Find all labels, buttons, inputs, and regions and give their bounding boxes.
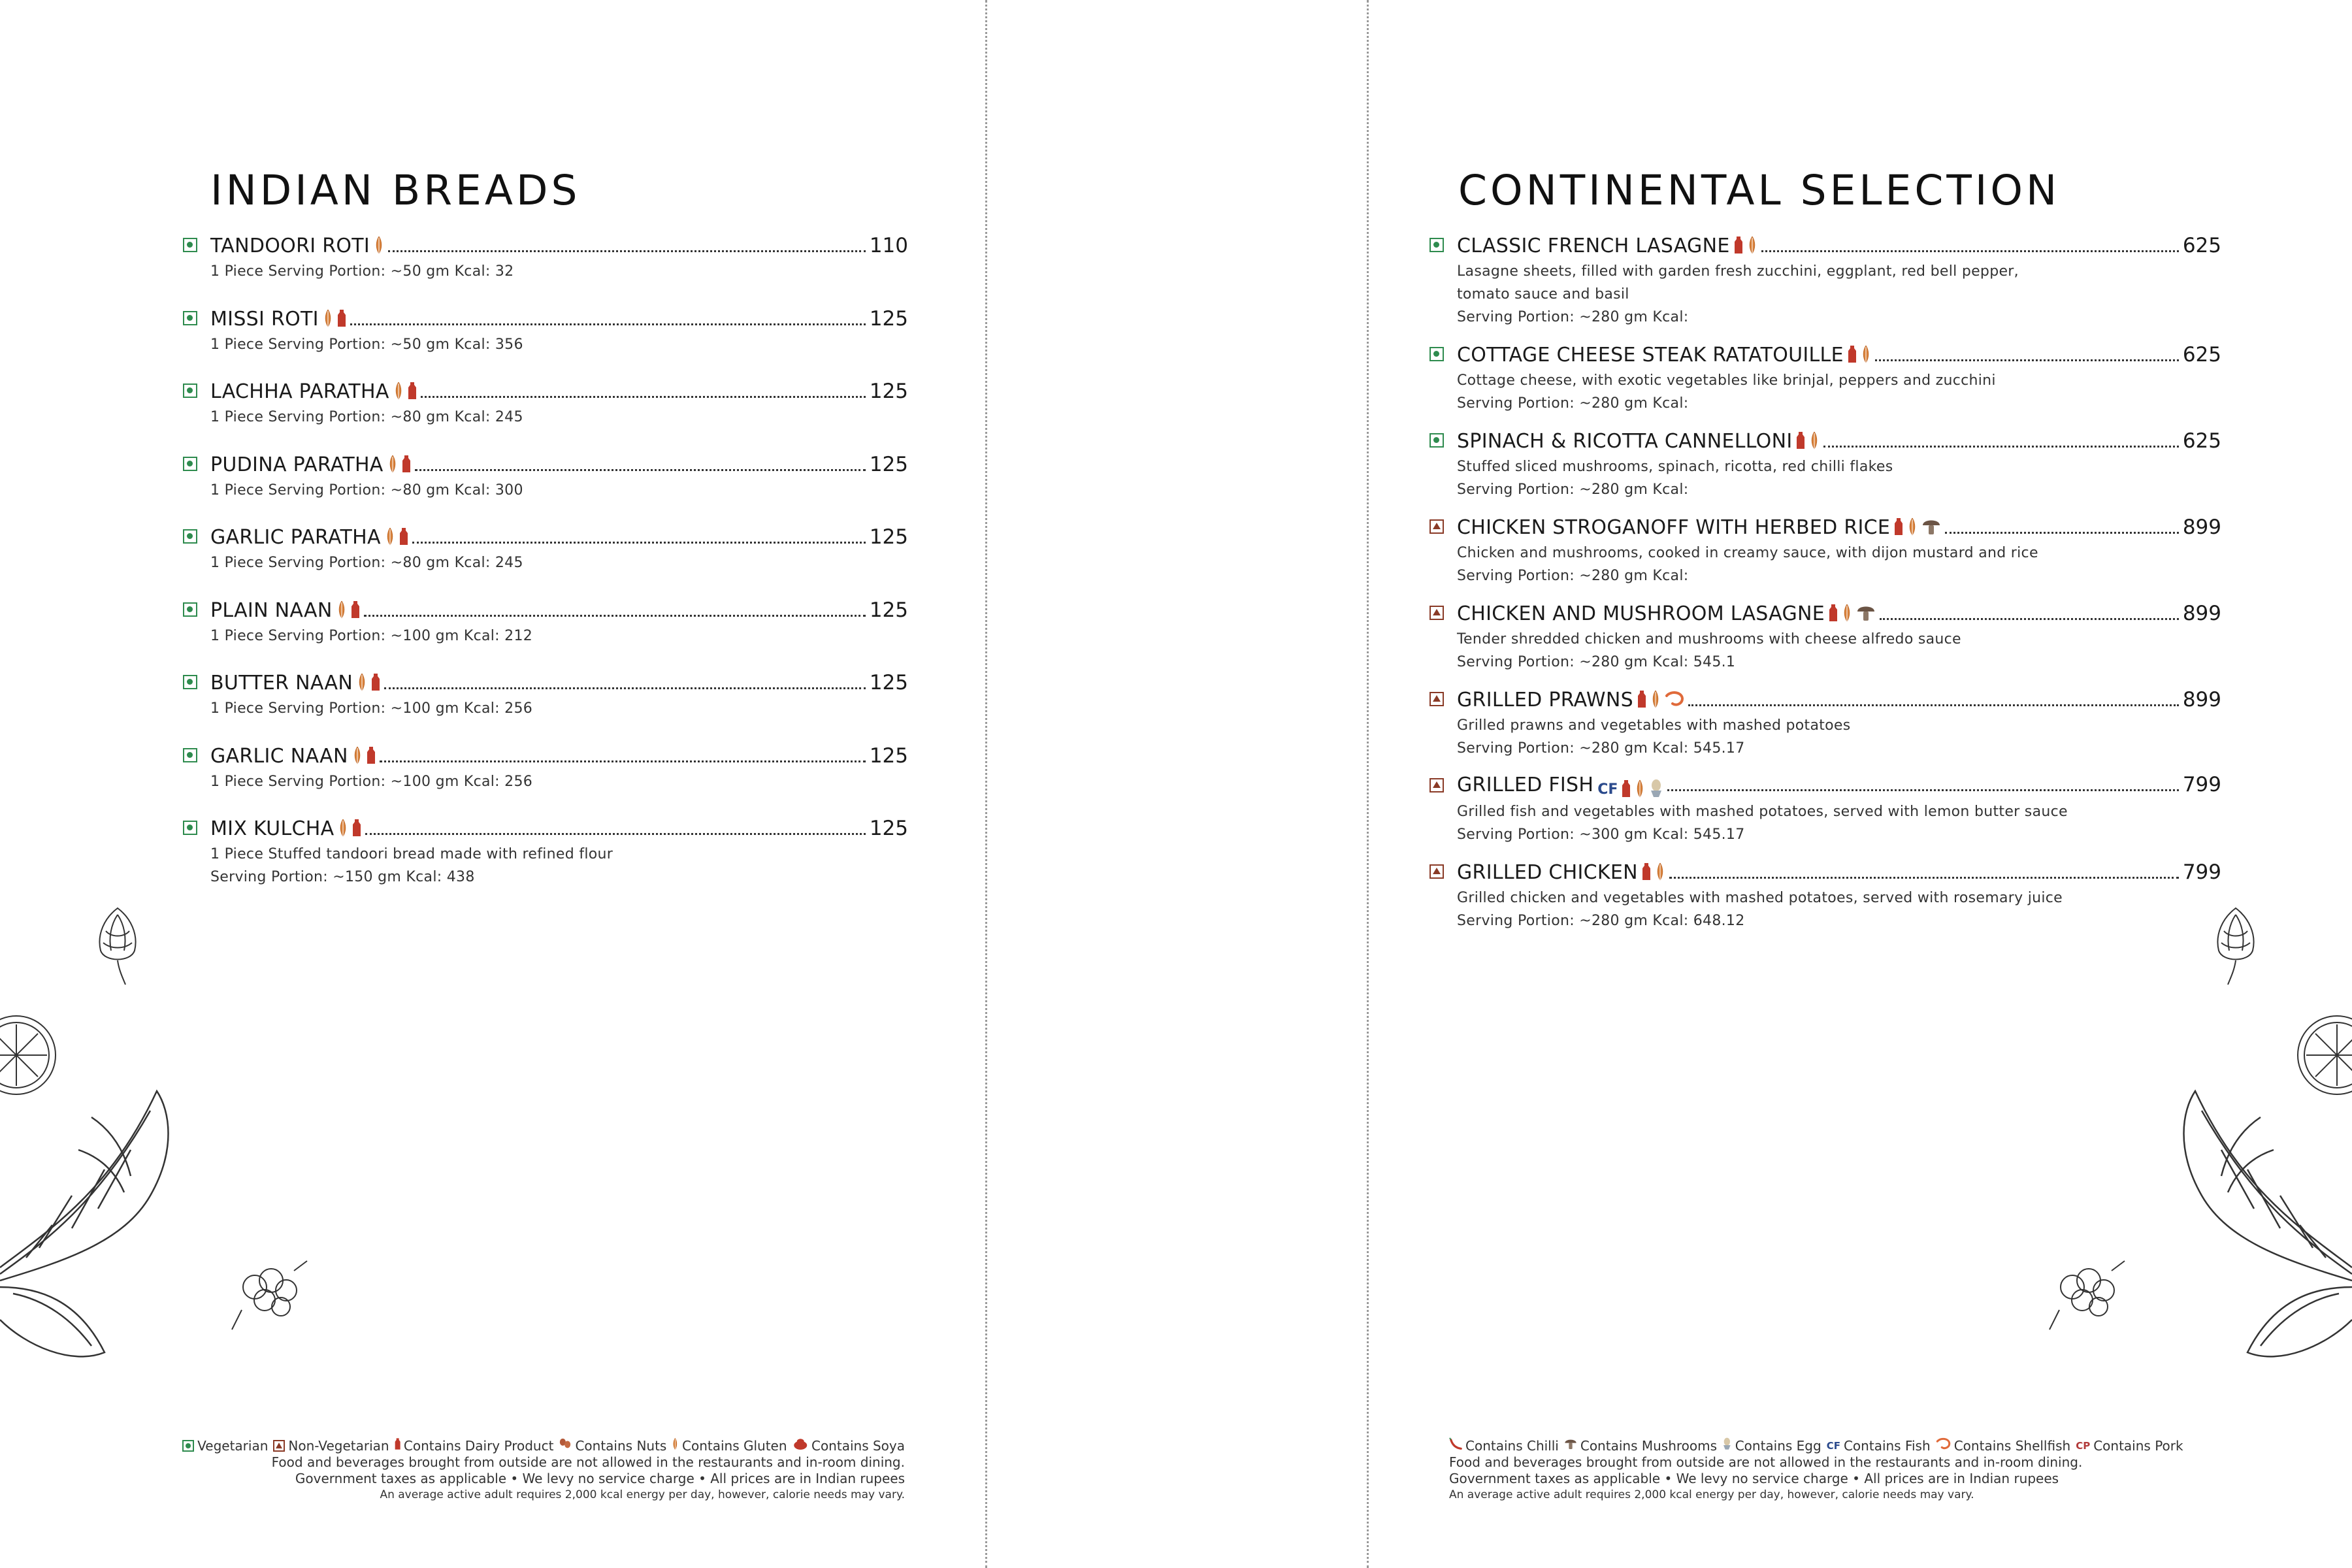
menu-item-price: 625 (2182, 343, 2221, 367)
legend-label: Contains Nuts (575, 1437, 667, 1454)
menu-item-description: Serving Portion: ~150 gm Kcal: 438 (210, 869, 475, 885)
menu-item-price: 899 (2182, 515, 2221, 539)
non-vegetarian-icon (1429, 606, 1444, 620)
dotted-leader (412, 542, 866, 544)
dairy-milk-icon (395, 1437, 400, 1454)
allergen-icons (393, 381, 417, 403)
vegetarian-icon (183, 238, 197, 252)
shellfish-prawn-icon (1665, 691, 1684, 710)
gluten-wheat-icon (352, 745, 363, 768)
dotted-leader (364, 615, 866, 617)
dairy-milk-icon (1622, 779, 1631, 801)
dairy-milk-icon (1894, 517, 1903, 539)
left-menu-page (0, 0, 985, 1568)
vegetarian-icon (183, 529, 197, 544)
menu-item-description: 1 Piece Serving Portion: ~100 gm Kcal: 256 (210, 700, 533, 717)
menu-item-description: 1 Piece Serving Portion: ~100 gm Kcal: 212 (210, 627, 533, 644)
dairy-milk-icon (408, 381, 417, 403)
legend-item (1827, 1438, 1931, 1454)
dotted-leader (1667, 789, 2178, 791)
legend-label: Contains Pork (2093, 1437, 2183, 1454)
allergen-legend (1449, 1437, 2298, 1454)
gluten-wheat-icon (1635, 779, 1645, 801)
legend-item (182, 1438, 268, 1454)
menu-item-header (1457, 342, 2221, 369)
mushroom-icon (1856, 603, 1876, 625)
legend-label: Non-Vegetarian (288, 1437, 389, 1454)
menu-item-description: Grilled fish and vegetables with mashed potatoes, served with lemon butter sauce (1457, 804, 2068, 820)
menu-item-header (210, 378, 908, 406)
menu-item-description: Grilled prawns and vegetables with mashed potatoes (1457, 717, 1851, 734)
menu-item (183, 378, 908, 451)
dotted-leader (1823, 446, 2178, 448)
contains-fish-icon: CF (1826, 1439, 1840, 1452)
menu-item-description: Chicken and mushrooms, cooked in creamy sauce, with dijon mustard and rice (1457, 545, 2038, 561)
allergen-icons (374, 235, 384, 257)
legend-item (395, 1437, 554, 1454)
dotted-leader (1669, 877, 2179, 879)
menu-item (183, 306, 908, 379)
outside-food-notice: Food and beverages brought from outside are not allowed in the restaurants and in-room dining. (271, 1454, 905, 1470)
vegetarian-icon (1429, 433, 1444, 448)
menu-item-price: 125 (869, 452, 908, 476)
dairy-milk-icon (337, 308, 346, 331)
vegetarian-icon (183, 821, 197, 835)
shellfish-prawn-icon (1936, 1437, 1951, 1454)
chard-leaf-illustration-icon (0, 1071, 216, 1372)
menu-item-header (1457, 233, 2221, 260)
legend-label: Contains Fish (1843, 1437, 1931, 1454)
gluten-wheat-icon (336, 600, 347, 622)
menu-item (1429, 600, 2221, 687)
menu-item-name: GARLIC PARATHA (210, 526, 381, 549)
calorie-notice: An average active adult requires 2,000 kcal energy per day, however, calorie needs may vary. (380, 1488, 905, 1501)
menu-item (1429, 514, 2221, 600)
menu-item (1429, 859, 2221, 945)
allergen-icons (323, 308, 346, 331)
dotted-leader (421, 396, 866, 398)
continental-selection-list (1429, 233, 2221, 945)
section-title-indian-breads: INDIAN BREADS (210, 167, 581, 214)
dairy-milk-icon (399, 527, 408, 549)
dairy-milk-icon (1829, 603, 1838, 625)
allergen-icons (1642, 862, 1665, 884)
dairy-milk-icon (352, 818, 361, 840)
menu-item-description: 1 Piece Serving Portion: ~50 gm Kcal: 356 (210, 336, 523, 353)
menu-item-price: 899 (2182, 688, 2221, 711)
allergen-icons (385, 527, 408, 549)
vegetarian-icon (183, 602, 197, 617)
menu-item-name: LACHHA PARATHA (210, 380, 389, 403)
gluten-wheat-icon (1809, 431, 1820, 453)
legend-item (1722, 1437, 1821, 1454)
legend-item (1449, 1437, 1559, 1454)
menu-item-price: 625 (2182, 234, 2221, 257)
menu-item-header (210, 233, 908, 260)
menu-item-header (1457, 859, 2221, 887)
menu-item-name: GARLIC NAAN (210, 744, 348, 768)
menu-item-price: 899 (2182, 602, 2221, 625)
vegetarian-icon (183, 311, 197, 325)
menu-item-header (1457, 687, 2221, 714)
dairy-milk-icon (1637, 689, 1646, 711)
artichoke-illustration-icon (2210, 905, 2262, 987)
menu-item-description: 1 Piece Serving Portion: ~100 gm Kcal: 256 (210, 773, 533, 790)
dairy-milk-icon (367, 745, 376, 768)
vegetarian-icon (1429, 347, 1444, 361)
egg-icon (1722, 1437, 1732, 1454)
dotted-leader (365, 833, 865, 835)
dotted-leader (1875, 359, 2179, 361)
menu-item (183, 743, 908, 816)
menu-item-price: 125 (869, 380, 908, 403)
legend-label: Contains Dairy Product (403, 1437, 554, 1454)
legend-item (792, 1437, 905, 1454)
menu-item (1429, 687, 2221, 773)
indian-breads-list (183, 233, 908, 889)
menu-item-header (210, 524, 908, 551)
dotted-leader (415, 469, 866, 471)
menu-item-header (1457, 600, 2221, 628)
gluten-wheat-icon (1650, 689, 1661, 711)
menu-item-name: CHICKEN AND MUSHROOM LASAGNE (1457, 602, 1825, 625)
gluten-wheat-icon (357, 672, 367, 694)
gluten-wheat-icon (374, 235, 384, 257)
legend-item (1936, 1437, 2071, 1454)
menu-item-header (210, 670, 908, 697)
dairy-milk-icon (1848, 344, 1857, 367)
menu-item-description: 1 Piece Serving Portion: ~80 gm Kcal: 245 (210, 409, 523, 425)
menu-item-description: Serving Portion: ~280 gm Kcal: (1457, 395, 1689, 412)
menu-item (183, 233, 908, 306)
menu-item-description: Stuffed sliced mushrooms, spinach, ricotta, red chilli flakes (1457, 459, 1893, 475)
gluten-wheat-icon (338, 818, 348, 840)
menu-item-name: GRILLED PRAWNS (1457, 689, 1633, 711)
allergen-icons (338, 818, 361, 840)
menu-item-description: Serving Portion: ~280 gm Kcal: 648.12 (1457, 913, 1745, 929)
dotted-leader (1688, 704, 2179, 706)
contains-pork-icon: CP (2076, 1439, 2091, 1452)
section-title-continental-selection: CONTINENTAL SELECTION (1458, 167, 2061, 214)
right-page-footer (1449, 1437, 2298, 1503)
gluten-wheat-icon (1907, 517, 1918, 539)
menu-item-name: SPINACH & RICOTTA CANNELLONI (1457, 430, 1793, 453)
menu-item-name: CLASSIC FRENCH LASAGNE (1457, 235, 1730, 257)
menu-item-price: 125 (869, 598, 908, 622)
allergen-icons (387, 454, 411, 476)
dotted-leader (380, 760, 866, 762)
legend-label: Contains Soya (811, 1437, 905, 1454)
mushroom-icon (1921, 517, 1941, 539)
menu-item-description: 1 Piece Stuffed tandoori bread made with refined flour (210, 846, 613, 862)
legend-item (559, 1437, 666, 1454)
allergen-icons (1848, 344, 1871, 367)
menu-item-description: Grilled chicken and vegetables with mashed potatoes, served with rosemary juice (1457, 890, 2063, 906)
menu-item-description: Serving Portion: ~280 gm Kcal: 545.17 (1457, 740, 1745, 757)
nuts-icon (559, 1437, 572, 1454)
dotted-leader (350, 323, 866, 325)
gluten-wheat-icon (1842, 603, 1852, 625)
menu-item-price: 625 (2182, 429, 2221, 453)
menu-item-name: GRILLED FISH (1457, 774, 1594, 796)
menu-item-price: 125 (869, 817, 908, 840)
right-menu-page (1367, 0, 2352, 1568)
dotted-leader (388, 250, 866, 252)
menu-item-description: tomato sauce and basil (1457, 286, 1629, 302)
gluten-wheat-icon (393, 381, 404, 403)
dairy-milk-icon (371, 672, 380, 694)
legend-label: Contains Mushrooms (1580, 1437, 1718, 1454)
non-vegetarian-icon (273, 1440, 285, 1452)
menu-item-price: 125 (869, 743, 908, 768)
menu-item-name: PLAIN NAAN (210, 598, 333, 622)
calorie-notice: An average active adult requires 2,000 kcal energy per day, however, calorie needs may vary. (1449, 1488, 1974, 1501)
dotted-leader (1945, 532, 2179, 534)
menu-item-description: Serving Portion: ~280 gm Kcal: (1457, 568, 1689, 584)
gluten-wheat-icon (1861, 344, 1871, 367)
allergen-icons (1894, 517, 1941, 539)
allergen-icons (1637, 689, 1684, 711)
menu-item-price: 125 (869, 306, 908, 331)
cauliflower-illustration-icon (2046, 1258, 2128, 1333)
dairy-milk-icon (1734, 235, 1743, 257)
chard-leaf-illustration-icon (2136, 1071, 2352, 1372)
menu-item-name: COTTAGE CHEESE STEAK RATATOUILLE (1457, 344, 1844, 367)
non-vegetarian-icon (1429, 778, 1444, 792)
menu-item-description: Serving Portion: ~280 gm Kcal: (1457, 482, 1689, 498)
menu-item (1429, 342, 2221, 428)
cauliflower-illustration-icon (229, 1258, 310, 1333)
allergen-icons (1597, 779, 1663, 801)
contains-fish-icon: CF (1597, 781, 1618, 798)
outside-food-notice: Food and beverages brought from outside are not allowed in the restaurants and in-room dining. (1449, 1454, 2083, 1470)
legend-item (1564, 1437, 1717, 1454)
gluten-wheat-icon (672, 1437, 679, 1454)
menu-item-description: Serving Portion: ~280 gm Kcal: 545.1 (1457, 654, 1736, 670)
legend-label: Vegetarian (197, 1437, 269, 1454)
menu-item-description: Serving Portion: ~300 gm Kcal: 545.17 (1457, 826, 1745, 843)
menu-item (1429, 428, 2221, 514)
allergen-icons (357, 672, 380, 694)
menu-item-price: 125 (869, 671, 908, 694)
dairy-milk-icon (1796, 431, 1805, 453)
menu-item-header (210, 743, 908, 770)
menu-item-description: 1 Piece Serving Portion: ~80 gm Kcal: 300 (210, 482, 523, 498)
vegetarian-icon (183, 384, 197, 398)
allergen-icons (1796, 431, 1820, 453)
menu-item-name: BUTTER NAAN (210, 672, 353, 694)
soya-icon (792, 1437, 808, 1454)
menu-item-description: 1 Piece Serving Portion: ~80 gm Kcal: 245 (210, 555, 523, 571)
dotted-leader (1761, 250, 2179, 252)
menu-item-price: 125 (869, 525, 908, 549)
vegetarian-icon (182, 1440, 194, 1452)
chilli-icon (1449, 1437, 1462, 1454)
gluten-wheat-icon (323, 308, 333, 331)
dietary-legend (150, 1437, 905, 1454)
legend-item (672, 1437, 787, 1454)
menu-item (183, 597, 908, 670)
page-fold-divider-left (985, 0, 987, 1568)
menu-item-description: Serving Portion: ~280 gm Kcal: (1457, 309, 1689, 325)
dotted-leader (1880, 618, 2179, 620)
menu-item-description: 1 Piece Serving Portion: ~50 gm Kcal: 32 (210, 263, 514, 280)
legend-label: Contains Gluten (682, 1437, 787, 1454)
gluten-wheat-icon (1747, 235, 1757, 257)
dairy-milk-icon (402, 454, 411, 476)
menu-item (183, 815, 908, 889)
dairy-milk-icon (351, 600, 360, 622)
dairy-milk-icon (1642, 862, 1651, 884)
menu-item-description: Cottage cheese, with exotic vegetables like brinjal, peppers and zucchini (1457, 372, 1996, 389)
gluten-wheat-icon (1655, 862, 1665, 884)
menu-item (183, 524, 908, 597)
non-vegetarian-icon (1429, 692, 1444, 706)
menu-item (1429, 773, 2221, 859)
menu-item-name: MIX KULCHA (210, 817, 335, 840)
mushroom-icon (1564, 1437, 1577, 1454)
menu-item-name: PUDINA PARATHA (210, 453, 384, 476)
allergen-icons (336, 600, 360, 622)
legend-label: Contains Shellfish (1953, 1437, 2071, 1454)
allergen-icons (1734, 235, 1757, 257)
tax-notice: Government taxes as applicable • We levy no service charge • All prices are in Indian rupees (1449, 1471, 2059, 1486)
menu-item-header (210, 451, 908, 479)
menu-item-header (210, 306, 908, 333)
menu-item-header (210, 815, 908, 843)
menu-item (1429, 233, 2221, 342)
menu-item-price: 110 (869, 234, 908, 257)
menu-item-header (210, 597, 908, 625)
menu-item (183, 670, 908, 743)
menu-item-header (1457, 514, 2221, 542)
menu-item (183, 451, 908, 525)
menu-item-price: 799 (2182, 860, 2221, 884)
menu-item-name: TANDOORI ROTI (210, 235, 370, 257)
non-vegetarian-icon (1429, 864, 1444, 879)
gluten-wheat-icon (385, 527, 395, 549)
legend-label: Contains Egg (1735, 1437, 1821, 1454)
legend-item (273, 1438, 389, 1454)
vegetarian-icon (183, 457, 197, 471)
legend-item (2076, 1438, 2183, 1454)
allergen-icons (1829, 603, 1876, 625)
vegetarian-icon (183, 675, 197, 689)
menu-item-name: MISSI ROTI (210, 307, 319, 331)
menu-item-header (1457, 773, 2221, 800)
menu-item-description: Lasagne sheets, filled with garden fresh zucchini, eggplant, red bell pepper, (1457, 263, 2019, 280)
allergen-icons (352, 745, 376, 768)
tax-notice: Government taxes as applicable • We levy no service charge • All prices are in Indian rupees (295, 1471, 905, 1486)
vegetarian-icon (183, 748, 197, 762)
egg-icon (1649, 779, 1663, 801)
left-page-footer (150, 1437, 905, 1503)
vegetarian-icon (1429, 238, 1444, 252)
menu-item-description: Tender shredded chicken and mushrooms with cheese alfredo sauce (1457, 631, 1961, 647)
gluten-wheat-icon (387, 454, 398, 476)
artichoke-illustration-icon (91, 905, 144, 987)
menu-item-header (1457, 428, 2221, 455)
non-vegetarian-icon (1429, 519, 1444, 534)
menu-item-name: CHICKEN STROGANOFF WITH HERBED RICE (1457, 516, 1891, 539)
menu-item-price: 799 (2182, 773, 2221, 796)
dotted-leader (384, 687, 866, 689)
legend-label: Contains Chilli (1465, 1437, 1559, 1454)
menu-item-name: GRILLED CHICKEN (1457, 861, 1638, 884)
